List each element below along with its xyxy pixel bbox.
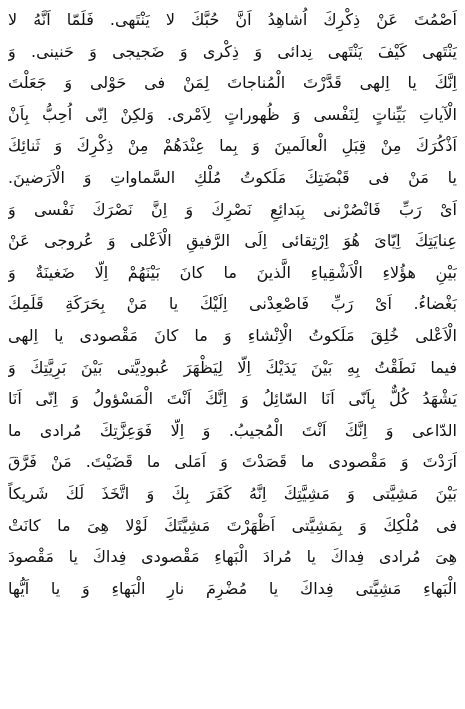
- text-line-6: يا مَنْ فى قَبْضَتِكَ مَلَكوتُ مُلْكِ السَّماواتِ وَ الْاَرَضينَ.: [8, 167, 457, 187]
- text-line-11: الْاَعْلى خُلِقَ مَلَكوتُ الْاِنْشاءِ وَ ما كانَ مَقْصودى يا اِلهى: [8, 325, 457, 345]
- text-line-13: يَشْهَدُ كُلٌّ بِاَنّى اَنَا السّائِلُ وَ اِنَّكَ اَنْتَ الْمَسْؤولُ وَ اِنّى اَنَا: [8, 389, 457, 409]
- text-line-18: هِىَ مُرادى فِداكَ يا مُرادَ الْبَهاءِ مَقْصودى فِداكَ يا مَقْصودَ: [8, 547, 457, 567]
- text-line-7: اَىْ رَبِّ فَانْصُرْنى بِبَدائِعِ نَصْرِكَ وَ اِنَّ نَصْرَكَ نَفْسى وَ: [8, 199, 457, 219]
- text-line-17: فى مُلْكِكَ وَ بِمَشِيَّتى اَظْهَرْتَ مَشِيَّتَكَ لَوْلا هِىَ ما كانَتْ: [8, 515, 457, 535]
- text-line-1: اَصْمُتَ عَنْ ذِكْرِكَ اُشاهِدُ اَنَّ حُبَّكَ لا يَنْتَهى. فَلَمّا اَنَّهُ لا: [8, 10, 457, 29]
- text-line-19: الْبَهاءِ مَشِيَّتى فِداكَ يا مُضْرِمَ نارِ الْبَهاءِ وَ يا اَيُّها: [8, 578, 457, 598]
- text-line-10: بَغْضاءُ. اَىْ رَبِّ فَاصْعِدْنى اِلَيْكَ يا مَنْ بِحَرَكَةِ قَلَمِكَ: [8, 294, 457, 314]
- text-line-4: الْآياتِ بَيِّناتٍ لِنَفْسى وَ ظُهوراتٍ لِاَمْرى. وَلكِنْ اِنّى اُحِبُّ بِاَنْ: [8, 104, 457, 124]
- prayer-text: [8, 4, 457, 604]
- text-line-5: اَذْكُرَكَ مِنْ قِبَلِ الْعالَمينَ وَ بِما عِنْدَهُمْ مِنْ ذِكْرِكَ وَ ثَنائِكَ: [8, 136, 457, 156]
- text-line-2: يَنْتَهى كَيْفَ يَنْتَهى نِدائى وَ ذِكْرى وَ ضَجيجى وَ حَنينى. وَ: [8, 41, 457, 61]
- text-line-15: اَرَدْتَ وَ مَقْصودى ما قَصَدْتَ وَ اَمَلى ما قَضَيْتَ. مَنْ فَرَّقَ: [8, 452, 457, 472]
- text-line-8: عِنايَتِكَ اِيّاىَ هُوَ اِرْتِقائى اِلَى الرَّفيقِ الْاَعْلى وَ عُروجى عَنْ: [8, 231, 457, 251]
- text-line-12: فيما نَطَقْتُ بِهِ بَيْنَ يَدَيْكَ اِلّا لِيَظْهَرَ عُبودِيَّتى بَيْنَ بَرِيَّتِكَ وَ: [8, 357, 457, 377]
- text-line-3: اِنَّكَ يا اِلهى قَدَّرْتَ الْمُناجاتَ لِمَنْ فى حَوْلى وَ جَعَلْتَ: [8, 73, 457, 93]
- text-line-9: بَيْنِ هؤُلاءِ الْاَشْقِياءِ الَّذينَ ما كانَ بَيْنَهُمْ اِلّا ضَغينَةٌ وَ: [8, 262, 457, 282]
- text-line-16: بَيْنَ مَشِيَّتى وَ مَشِيَّتِكَ اِنَّهُ كَفَرَ بِكَ وَ اتَّخَذَ لَكَ شَريكاً: [8, 483, 457, 503]
- text-line-14: الدّاعى وَ اِنَّكَ اَنْتَ الْمُجيبُ. وَ اِلّا فَوَعِزَّتِكَ مُرادى ما: [8, 420, 457, 440]
